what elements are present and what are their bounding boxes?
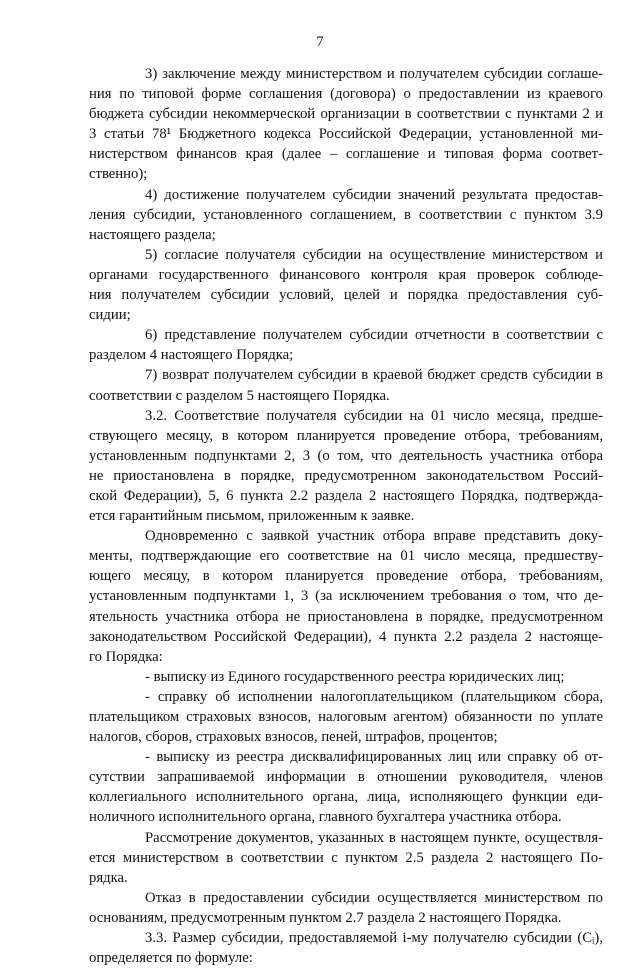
text-line: 3.3. Размер субсидии, предоставляемой i-му получателю субсидии (Cᵢ),: [145, 930, 603, 947]
text-line: ственно);: [89, 166, 148, 183]
text-line: 3) заключение между министерством и получателем субсидии соглаше-: [145, 66, 603, 82]
body-text: [89, 64, 603, 968]
text-line: разделом 4 настоящего Порядка;: [89, 347, 294, 364]
text-line: 7) возврат получателем субсидии в краевой бюджет средств субсидии в: [145, 367, 603, 384]
text-line: сидии;: [89, 307, 131, 324]
text-line: го Порядка:: [89, 648, 163, 665]
text-line: Рассмотрение документов, указанных в настоящем пункте, осуществля-: [145, 829, 603, 846]
text-line: настоящего раздела;: [89, 226, 216, 243]
text-line: плательщиком страховых взносов, налоговым агентом) обязанности по уплате: [89, 709, 603, 725]
text-line: ется министерством в соответствии с пунктом 2.5 раздела 2 настоящего По-: [89, 849, 603, 866]
text-line: менты, подтверждающие его соответствие на 01 число месяца, предшеству-: [89, 548, 603, 565]
page-number: 7: [316, 34, 324, 50]
text-line: рядка.: [89, 869, 128, 886]
text-line: органами государственного финансового контроля края проверок соблюде-: [89, 266, 603, 283]
text-line: - выписку из реестра дисквалифицированных лиц или справку об от-: [145, 749, 603, 766]
text-line: основаниям, предусмотренным пунктом 2.7 раздела 2 настоящего Порядка.: [89, 909, 562, 926]
text-line: сутствии запрашиваемой информации в отношении руководителя, членов: [89, 769, 603, 786]
text-line: Одновременно с заявкой участник отбора вправе представить доку-: [145, 528, 603, 545]
text-line: ющего месяцу, в котором планируется проведение отбора, требованиям,: [89, 568, 603, 585]
text-line: ноличного исполнительного органа, главного бухгалтера участника отбора.: [89, 809, 562, 826]
text-line: нистерством финансов края (далее – соглашение и типовая форма соответ-: [89, 146, 603, 163]
text-line: ствующего месяцу, в котором планируется проведение отбора, требованиям,: [89, 427, 603, 444]
text-line: - справку об исполнении налогоплательщиком (плательщиком сбора,: [145, 688, 603, 705]
text-line: 3.2. Соответствие получателя субсидии на 01 число месяца, предше-: [145, 407, 603, 424]
text-line: 4) достижение получателем субсидии значений результата предостав-: [145, 186, 603, 203]
text-line: налогов, сборов, страховых взносов, пеней, штрафов, процентов;: [89, 729, 498, 746]
text-line: не приостановлена в порядке, предусмотренном законодательством Россий-: [89, 467, 603, 484]
text-line: ния получателем субсидии условий, целей и порядка предоставления суб-: [89, 287, 603, 304]
text-line: определяется по формуле:: [89, 950, 253, 967]
text-line: соответствии с разделом 5 настоящего Порядка.: [89, 387, 390, 404]
text-line: 5) согласие получателя субсидии на осуществление министерством и: [145, 246, 603, 263]
text-line: законодательством Российской Федерации), 4 пункта 2.2 раздела 2 настояще-: [89, 628, 603, 645]
text-line: установленным подпунктами 1, 3 (за исключением требования о том, что де-: [89, 588, 603, 605]
text-line: установленным подпунктами 2, 3 (о том, что деятельность участника отбора: [89, 447, 603, 464]
text-line: Отказ в предоставлении субсидии осуществляется министерством по: [145, 889, 603, 906]
text-line: ется гарантийным письмом, приложенным к заявке.: [89, 508, 415, 525]
text-line: бюджета субсидии некоммерческой организации в соответствии с пунктами 2 и: [89, 106, 603, 123]
text-line: ской Федерации), 5, 6 пункта 2.2 раздела 2 настоящего Порядка, подтвержда-: [89, 487, 603, 504]
text-line: - выписку из Единого государственного реестра юридических лиц;: [145, 668, 565, 685]
text-line: ления субсидии, установленного соглашением, в соответствии с пунктом 3.9: [89, 206, 603, 223]
text-line: 3 статьи 78¹ Бюджетного кодекса Российской Федерации, установленной ми-: [89, 126, 603, 143]
text-line: ятельность участника отбора не приостановлена в порядке, предусмотренном: [89, 608, 603, 625]
text-line: ния по типовой форме соглашения (договора) о предоставлении из краевого: [89, 86, 603, 103]
text-line: коллегиального исполнительного органа, лица, исполняющего функции еди-: [89, 789, 603, 806]
text-line: 6) представление получателем субсидии отчетности в соответствии с: [145, 327, 603, 344]
